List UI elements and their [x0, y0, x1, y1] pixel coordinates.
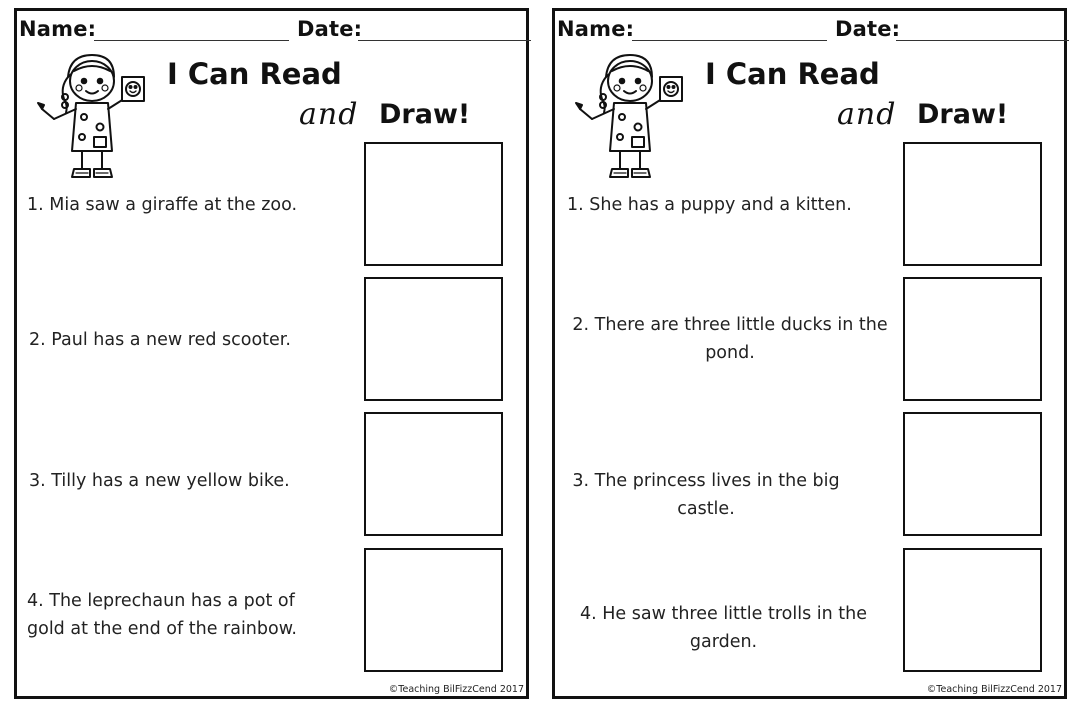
- sentence-2: 2. There are three little ducks in the pond.: [572, 315, 888, 363]
- sentence-3: 3. Tilly has a new yellow bike.: [29, 471, 290, 491]
- drawing-box-4[interactable]: [903, 548, 1042, 672]
- date-write-line: [358, 40, 531, 41]
- drawing-box-3[interactable]: [903, 412, 1042, 536]
- name-label: Name:: [557, 17, 635, 41]
- sentence-4: 4. The leprechaun has a pot of gold at the end of the rainbow.: [27, 591, 297, 639]
- title-and-script: and: [299, 97, 359, 132]
- sentence-4: 4. He saw three little trolls in the garden.: [580, 604, 867, 652]
- worksheet-right: [552, 8, 1067, 699]
- girl-illustration-icon: [34, 47, 146, 187]
- drawing-box-1[interactable]: [903, 142, 1042, 266]
- title-draw: Draw!: [917, 99, 1009, 130]
- drawing-box-1[interactable]: [364, 142, 503, 266]
- date-write-line: [896, 40, 1069, 41]
- worksheet-title: I Can Read: [705, 57, 880, 91]
- worksheet-title: I Can Read: [167, 57, 342, 91]
- title-draw: Draw!: [379, 99, 471, 130]
- drawing-box-4[interactable]: [364, 548, 503, 672]
- drawing-box-2[interactable]: [364, 277, 503, 401]
- drawing-box-2[interactable]: [903, 277, 1042, 401]
- sentence-1: 1. Mia saw a giraffe at the zoo.: [27, 195, 298, 215]
- date-label: Date:: [297, 17, 363, 41]
- copyright-footer: ©Teaching BilFizzCend 2017: [926, 684, 1062, 695]
- name-label: Name:: [19, 17, 97, 41]
- sentence-1: 1. She has a puppy and a kitten.: [567, 195, 852, 215]
- name-write-line: [94, 40, 289, 41]
- title-and-script: and: [837, 97, 897, 132]
- sentence-3: 3. The princess lives in the big castle.: [572, 471, 840, 519]
- drawing-box-3[interactable]: [364, 412, 503, 536]
- date-label: Date:: [835, 17, 901, 41]
- name-write-line: [632, 40, 827, 41]
- girl-illustration-icon: [572, 47, 684, 187]
- sentence-2: 2. Paul has a new red scooter.: [29, 330, 291, 350]
- worksheet-left: [14, 8, 529, 699]
- copyright-footer: ©Teaching BilFizzCend 2017: [388, 684, 524, 695]
